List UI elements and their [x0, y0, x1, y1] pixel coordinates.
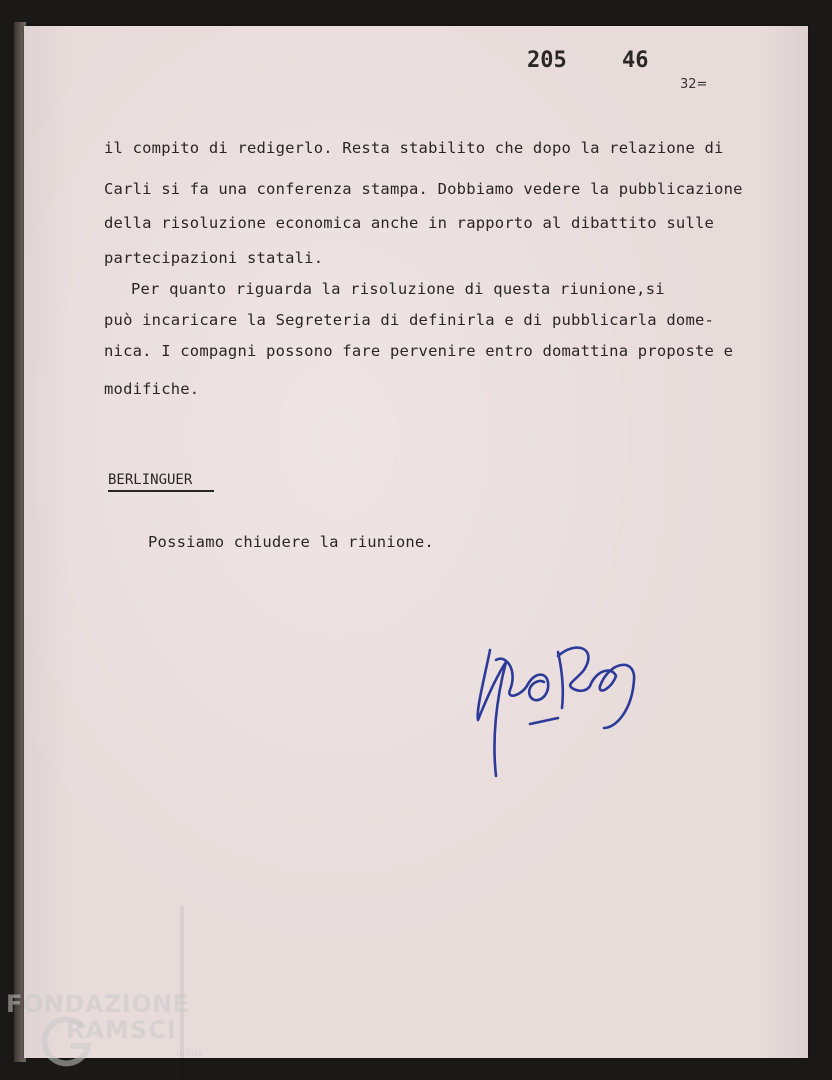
- text-line-7: nica. I compagni possono fare pervenire entro domattina proposte e: [104, 342, 734, 360]
- text-line-3: della risoluzione economica anche in rapporto al dibattito sulle: [104, 214, 715, 232]
- text-line-5: Per quanto riguarda la risoluzione di questa riunione,si: [131, 280, 665, 298]
- text-line-4: partecipazioni statali.: [104, 249, 324, 267]
- archive-number-left: 205: [527, 48, 567, 73]
- text-line-8: modifiche.: [104, 380, 200, 398]
- closing-line: Possiamo chiudere la riunione.: [148, 533, 434, 551]
- watermark-line-3: onlus: [176, 1048, 203, 1059]
- speaker-underline: [108, 490, 214, 492]
- archive-number-right: 46: [622, 48, 649, 73]
- watermark-line-1: FONDAZIONE: [6, 990, 190, 1018]
- speaker-name: BERLINGUER: [108, 472, 193, 488]
- text-line-2: Carli si fa una conferenza stampa. Dobbiamo vedere la pubblicazione: [104, 180, 743, 198]
- text-line-6: può incaricare la Segreteria di definirla e di pubblicarla dome-: [104, 311, 715, 329]
- page-mark: 32=: [680, 77, 708, 92]
- fondazione-gramsci-watermark: [6, 990, 206, 1070]
- watermark-line-2: RAMSCI: [66, 1016, 177, 1044]
- handwritten-signature: [466, 600, 646, 790]
- text-line-1: il compito di redigerlo. Resta stabilito che dopo la relazione di: [104, 139, 724, 157]
